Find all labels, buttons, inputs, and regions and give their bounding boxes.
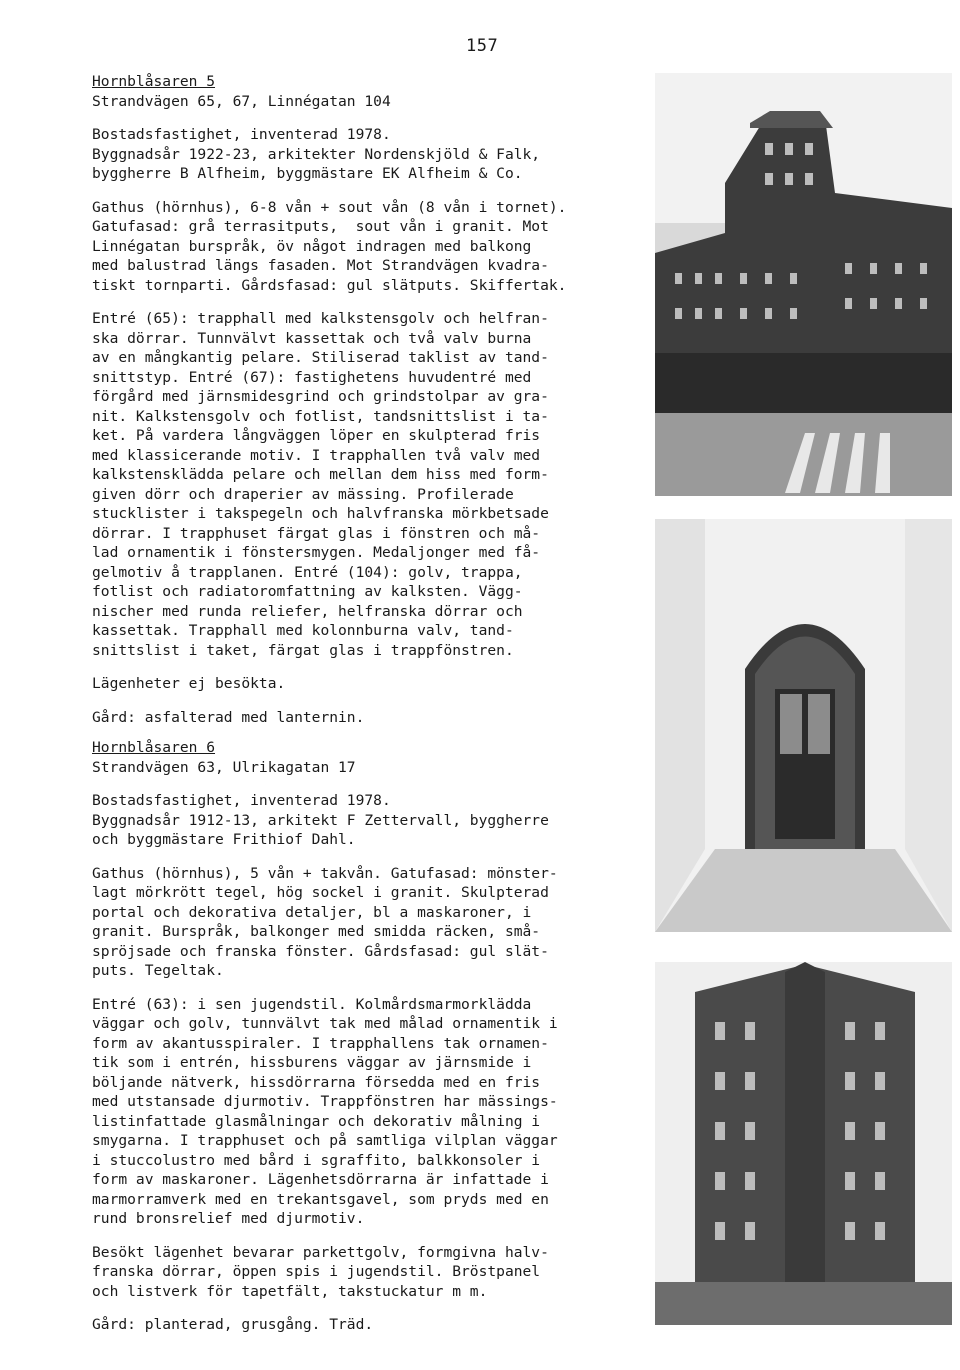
paragraph: Gathus (hörnhus), 5 vån + takvån. Gatufasad: mönster- lagt mörkrött tegel, hög sockel i granit. Skulpterad portal och dekorativa detaljer, bl a maskaroner, i granit. Burspråk, balkonger med smidda räcken, små- spröjsade och franska fönster. Gårdsfasad: gul slät- puts. Tegeltak. bbox=[92, 864, 558, 979]
section-heading: Hornblåsaren 5 bbox=[92, 73, 216, 90]
photo-brick-building bbox=[655, 962, 952, 1325]
section-address: Strandvägen 65, 67, Linnégatan 104 bbox=[92, 92, 391, 110]
paragraph: Entré (63): i sen jugendstil. Kolmårdsmarmorklädda väggar och golv, tunnvälvt tak med målad ornamentik i form av akantusspiraler. I trapphallens tak ornamen- tik som i entrén, hissburens väggar av järnsmide i böljande nätverk, hissdörrarna försedda med en fris med utstansade djurmotiv. Trappfönstren har mässings- listinfattade glasmålningar och dekorativ målning i smygarna. I trapphuset och på samtliga vilplan väggar i stuccolustro med bård i sgraffito, balkkonsoler i form av maskaroner. Lägenhetsdörrarna är infattade i marmorramverk med en trekantsgavel, som pryds med en rund bronsrelief med djurmotiv. bbox=[92, 995, 558, 1227]
paragraph: Gård: asfalterad med lanternin. bbox=[92, 708, 365, 726]
page-number: 157 bbox=[466, 36, 499, 56]
section-heading: Hornblåsaren 6 bbox=[92, 739, 216, 756]
paragraph: Entré (65): trapphall med kalkstensgolv och helfran- ska dörrar. Tunnvälvt kassettak och två valv burna av en mångkantig pelare. Stiliserad taklist av tand- snittstyp. Entré (67): fastighetens huvudentré med förgård med järnsmidesgrind och grindstolpar av gra- nit. Kalkstensgolv och fotlist, tandsnittslist i ta- ket. På vardera långväggen löper en skulpterad fris med klassicerande motiv. I trapphallen två valv med kalkstensklädda pelare och mellan dem hiss med form- given dörr och draperier av mässing. Profilerade stucklister i takspegeln och halvfranska mörkbetsade dörrar. I trapphuset färgat glas i fönstren och må- lad ornamentik i fönstersmygen. Medaljonger med få- gelmotiv å trapplanen. Entré (104): golv, trappa, fotlist och radiatoromfattning av kalksten. Vägg- nischer med runda reliefer, helfranska dörrar och kassettak. Trapphall med kolonnburna valv, tand- snittslist i taket, färgat glas i trappfönstren. bbox=[92, 310, 549, 659]
paragraph: Besökt lägenhet bevarar parkettgolv, formgivna halv- franska dörrar, öppen spis i jugendstil. Bröstpanel och listverk för tapetfält, takstuckatur m m. bbox=[92, 1243, 549, 1300]
section-hornblasaren-5 bbox=[92, 72, 632, 741]
photo-building-exterior bbox=[655, 73, 952, 496]
photo-entrance-hall bbox=[655, 519, 952, 932]
paragraph: Lägenheter ej besökta. bbox=[92, 675, 286, 692]
section-address: Strandvägen 63, Ulrikagatan 17 bbox=[92, 758, 356, 776]
paragraph: Bostadsfastighet, inventerad 1978. Byggnadsår 1912-13, arkitekt F Zettervall, byggherre och byggmästare Frithiof Dahl. bbox=[92, 792, 549, 848]
paragraph: Gård: planterad, grusgång. Träd. bbox=[92, 1316, 374, 1333]
paragraph: Bostadsfastighet, inventerad 1978. Byggnadsår 1922-23, arkitekter Nordenskjöld & Falk, byggherre B Alfheim, byggmästare EK Alfheim & Co. bbox=[92, 126, 541, 182]
paragraph: Gathus (hörnhus), 6-8 vån + sout vån (8 vån i tornet). Gatufasad: grå terrasitputs, sout vån i granit. Mot Linnégatan burspråk, öv något indragen med balkong med balustrad längs fasaden. Mot Strandvägen kvadra- tiskt tornparti. Gårdsfasad: gul slätputs. Skiffertak. bbox=[92, 198, 567, 294]
section-hornblasaren-6 bbox=[92, 738, 632, 1349]
